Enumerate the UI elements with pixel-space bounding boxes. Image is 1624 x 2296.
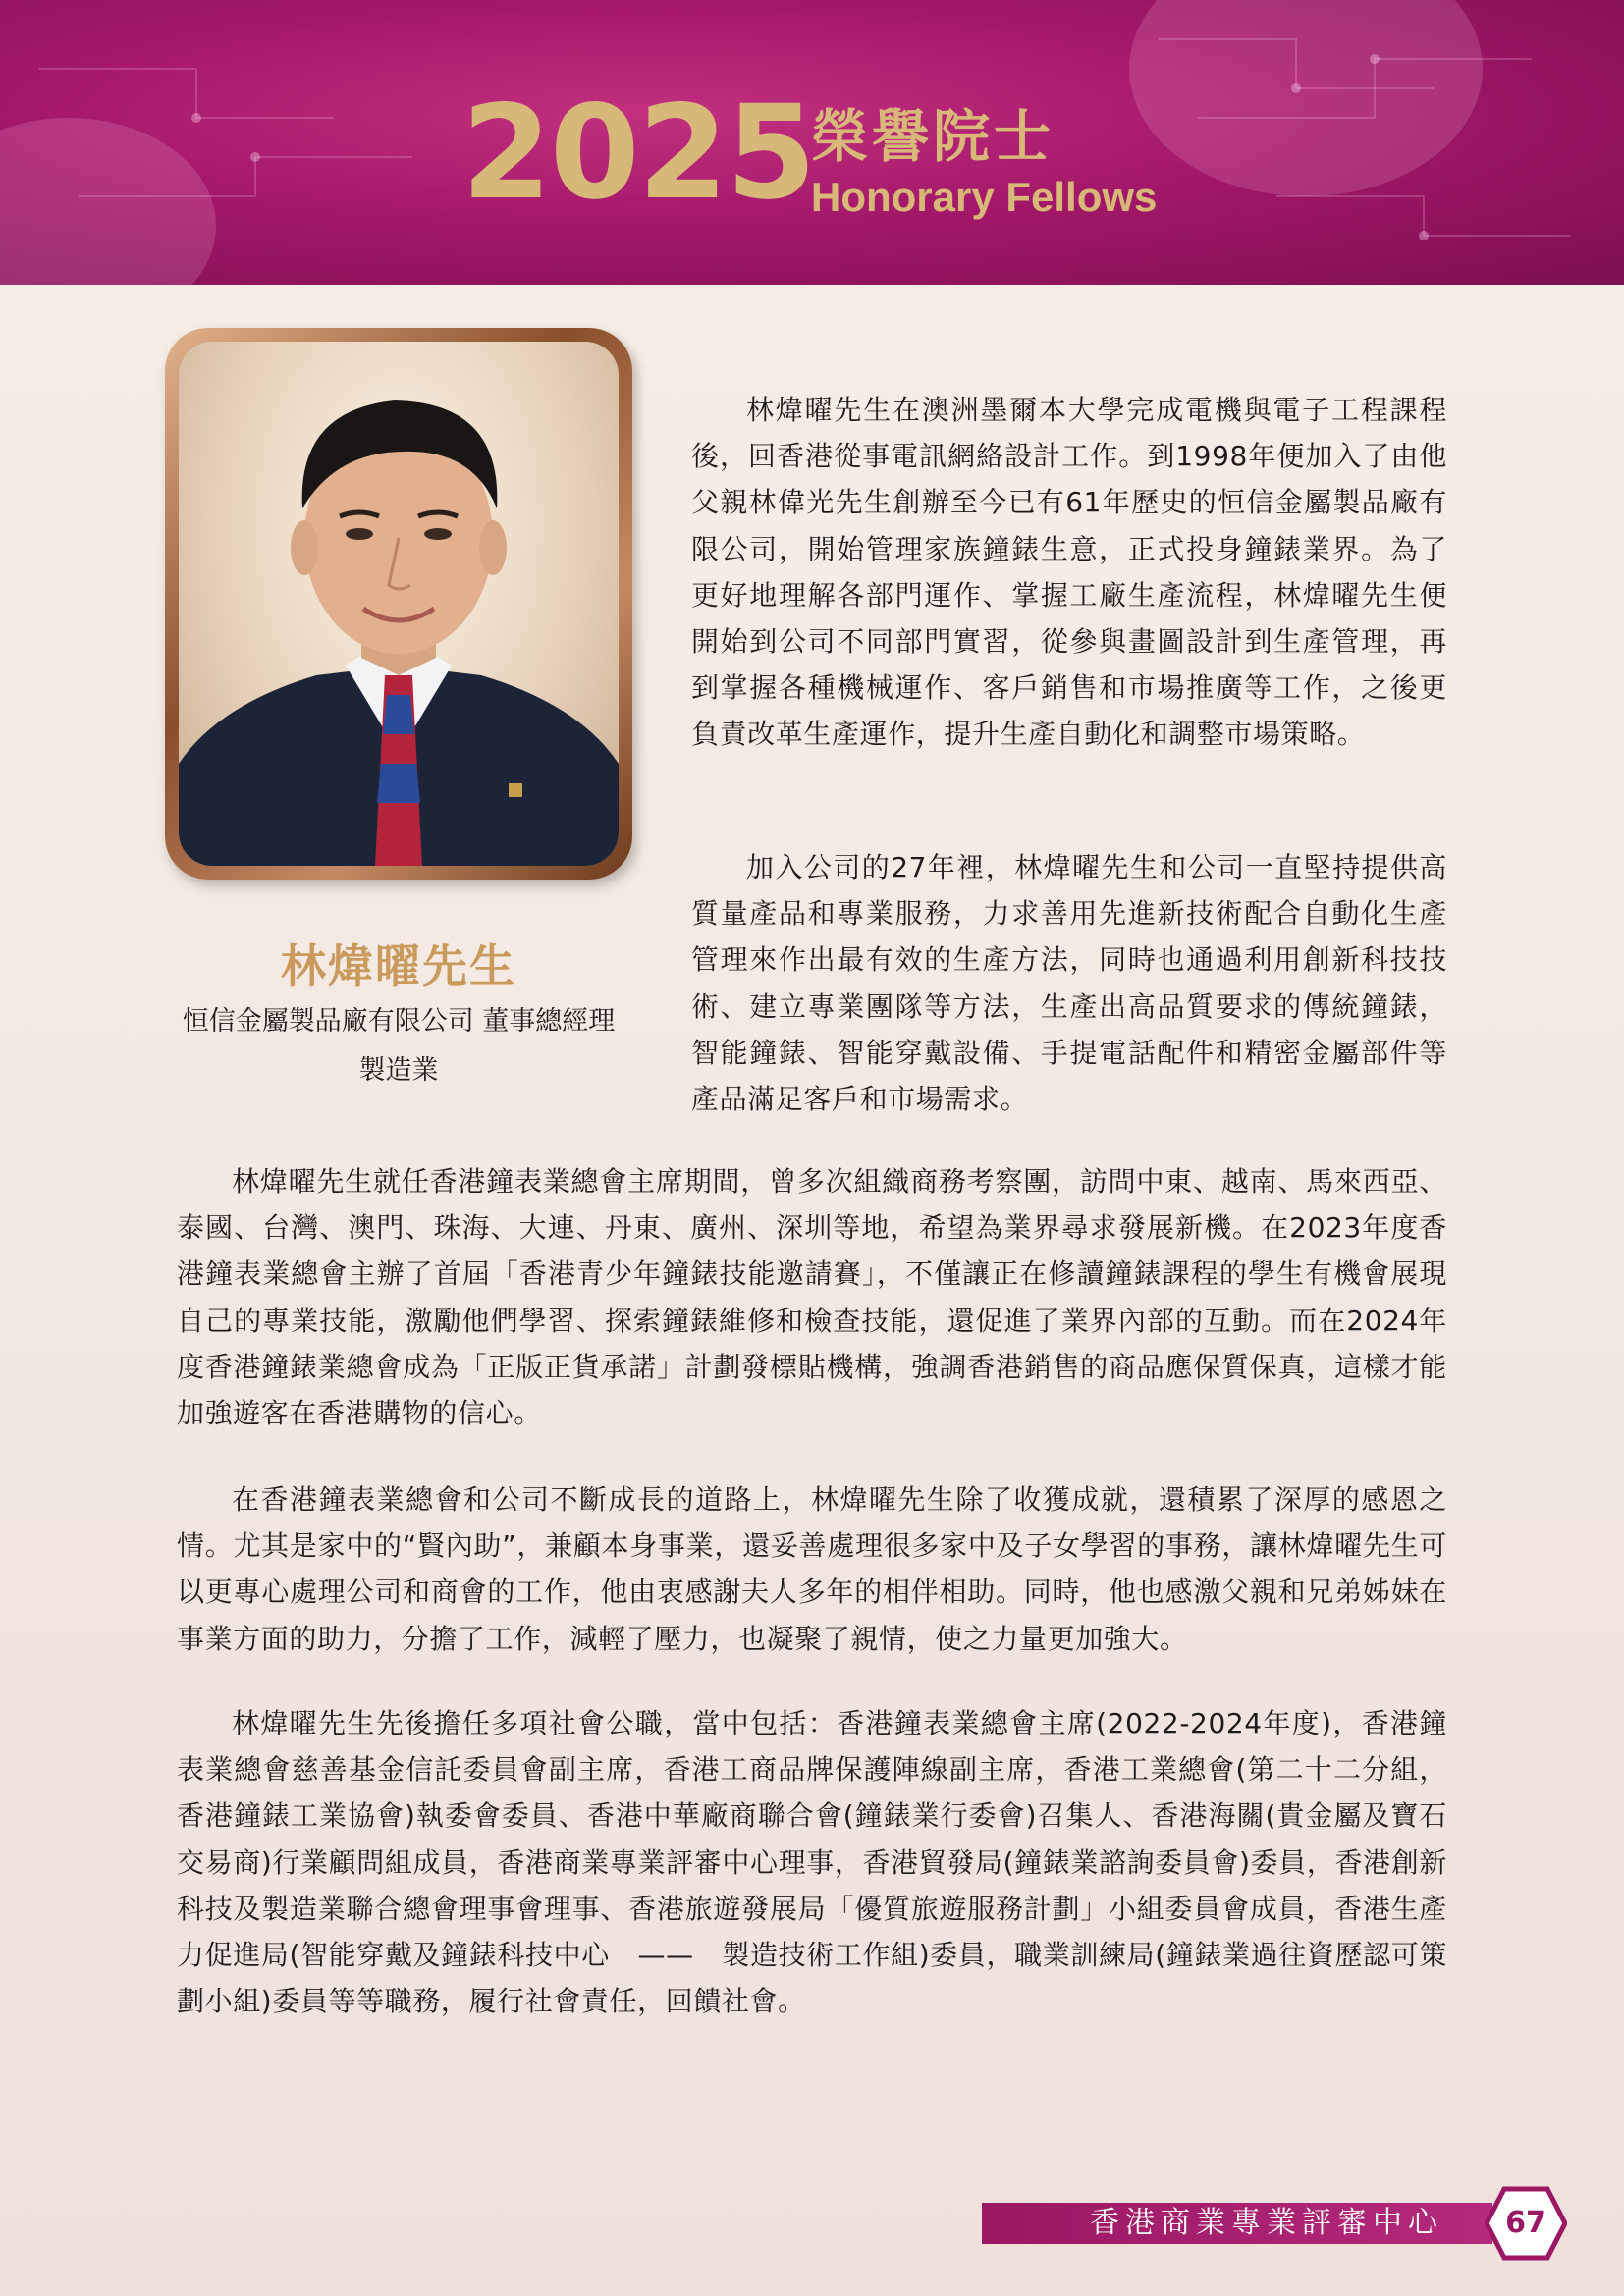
footer-bar	[982, 2203, 1492, 2244]
biography-paragraph: 林煒曜先生就任香港鐘表業總會主席期間，曾多次組織商務考察團，訪問中東、越南、馬來西亞、泰國、台灣、澳門、珠海、大連、丹東、廣州、深圳等地，希望為業界尋求發展新機。在2023年度香港鐘表業總會主辦了首屆「香港青少年鐘錶技能邀請賽」，不僅讓正在修讀鐘錶課程的學生有機會展現自己的專業技能，激勵他們學習、探索鐘錶維修和檢查技能，還促進了業界內部的互動。而在2024年度香港鐘錶業總會成為「正版正貨承諾」計劃發標貼機構，強調香港銷售的商品應保質保真，這樣才能加強遊客在香港購物的信心。	[177, 1165, 1447, 1430]
biography-paragraph: 林煒曜先生先後擔任多項社會公職，當中包括：香港鐘表業總會主席(2022-2024年度)，香港鐘表業總會慈善基金信託委員會副主席，香港工商品牌保護陣線副主席，香港工業總會(第二十二分組，香港鐘錶工業協會)執委會委員、香港中華廠商聯合會(鐘錶業行委會)召集人、香港海關(貴金屬及寶石交易商)行業顧問組成員，香港商業專業評審中心理事，香港貿發局(鐘錶業諮詢委員會)委員，香港創新科技及製造業聯合總會理事會理事、香港旅遊發展局「優質旅遊服務計劃」小組委員會成員，香港生產力促進局(智能穿戴及鐘錶科技中心 —— 製造技術工作組)委員，職業訓練局(鐘錶業過往資歷認可策劃小組)委員等等職務，履行社會責任，回饋社會。	[177, 1707, 1447, 2018]
portrait-frame	[165, 328, 632, 880]
header-banner	[0, 0, 1624, 285]
title-english: Honorary Fellows	[811, 174, 1158, 220]
honoree-position: 恒信金屬製品廠有限公司 董事總經理	[182, 1006, 616, 1037]
biography-paragraph: 加入公司的27年裡，林煒曜先生和公司一直堅持提供高質量產品和專業服務，力求善用先進新技術配合自動化生產管理來作出最有效的生產方法，同時也通過利用創新科技技術、建立專業團隊等方法，生產出高品質要求的傳統鐘錶，智能鐘錶、智能穿戴設備、手提電話配件和精密金屬部件等產品滿足客戶和市場需求。	[691, 851, 1447, 1116]
title-year: 2025	[461, 78, 815, 229]
footer-organization: 香港商業專業評審中心	[1090, 2206, 1443, 2240]
portrait-photo	[179, 342, 619, 866]
portrait-illustration	[179, 342, 619, 866]
honoree-name: 林煒曜先生	[281, 939, 516, 992]
title-chinese: 榮譽院士	[811, 103, 1056, 170]
page-number: 67	[1505, 2206, 1546, 2240]
honoree-industry: 製造業	[358, 1055, 439, 1086]
biography-paragraph: 林煒曜先生在澳洲墨爾本大學完成電機與電子工程課程後，回香港從事電訊網絡設計工作。到1998年便加入了由他父親林偉光先生創辦至今已有61年歷史的恒信金屬製品廠有限公司，開始管理家族鐘錶生意，正式投身鐘錶業界。為了更好地理解各部門運作、掌握工廠生產流程，林煒曜先生便開始到公司不同部門實習，從參與畫圖設計到生產管理，再到掌握各種機械運作、客戶銷售和市場推廣等工作，之後更負責改革生產運作，提升生產自動化和調整市場策略。	[691, 394, 1447, 751]
biography-paragraph: 在香港鐘表業總會和公司不斷成長的道路上，林煒曜先生除了收獲成就，還積累了深厚的感恩之情。尤其是家中的“賢內助”，兼顧本身事業，還妥善處理很多家中及子女學習的事務，讓林煒曜先生可以更專心處理公司和商會的工作，他由衷感謝夫人多年的相伴相助。同時，他也感激父親和兄弟姊妹在事業方面的助力，分擔了工作，減輕了壓力，也凝聚了親情，使之力量更加強大。	[177, 1483, 1447, 1655]
